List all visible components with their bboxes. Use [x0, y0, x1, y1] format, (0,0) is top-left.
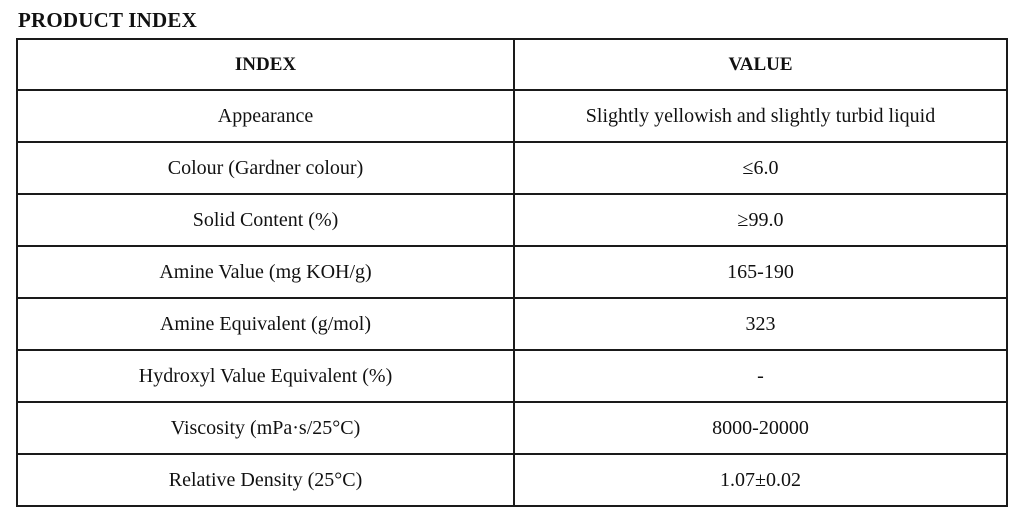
index-cell: Amine Equivalent (g/mol)	[17, 298, 514, 350]
table-row	[17, 454, 1007, 506]
index-cell: Colour (Gardner colour)	[17, 142, 514, 194]
table-row	[17, 246, 1007, 298]
page-title: PRODUCT INDEX	[18, 8, 197, 32]
value-cell: 8000-20000	[514, 402, 1007, 454]
table-header-row	[17, 39, 1007, 90]
value-cell: Slightly yellowish and slightly turbid liquid	[514, 90, 1007, 142]
index-cell: Appearance	[17, 90, 514, 142]
index-cell: Hydroxyl Value Equivalent (%)	[17, 350, 514, 402]
value-cell: 165-190	[514, 246, 1007, 298]
table-row	[17, 298, 1007, 350]
table-row	[17, 90, 1007, 142]
table-row	[17, 402, 1007, 454]
index-cell: Amine Value (mg KOH/g)	[17, 246, 514, 298]
value-cell: ≥99.0	[514, 194, 1007, 246]
product-index-table	[16, 38, 1008, 507]
table-row	[17, 194, 1007, 246]
table-row	[17, 142, 1007, 194]
value-cell: ≤6.0	[514, 142, 1007, 194]
index-cell: Relative Density (25°C)	[17, 454, 514, 506]
table-row	[17, 350, 1007, 402]
value-cell: 1.07±0.02	[514, 454, 1007, 506]
index-cell: Viscosity (mPa·s/25°C)	[17, 402, 514, 454]
column-header-index: INDEX	[17, 39, 514, 90]
value-cell: -	[514, 350, 1007, 402]
column-header-value: VALUE	[514, 39, 1007, 90]
index-cell: Solid Content (%)	[17, 194, 514, 246]
value-cell: 323	[514, 298, 1007, 350]
